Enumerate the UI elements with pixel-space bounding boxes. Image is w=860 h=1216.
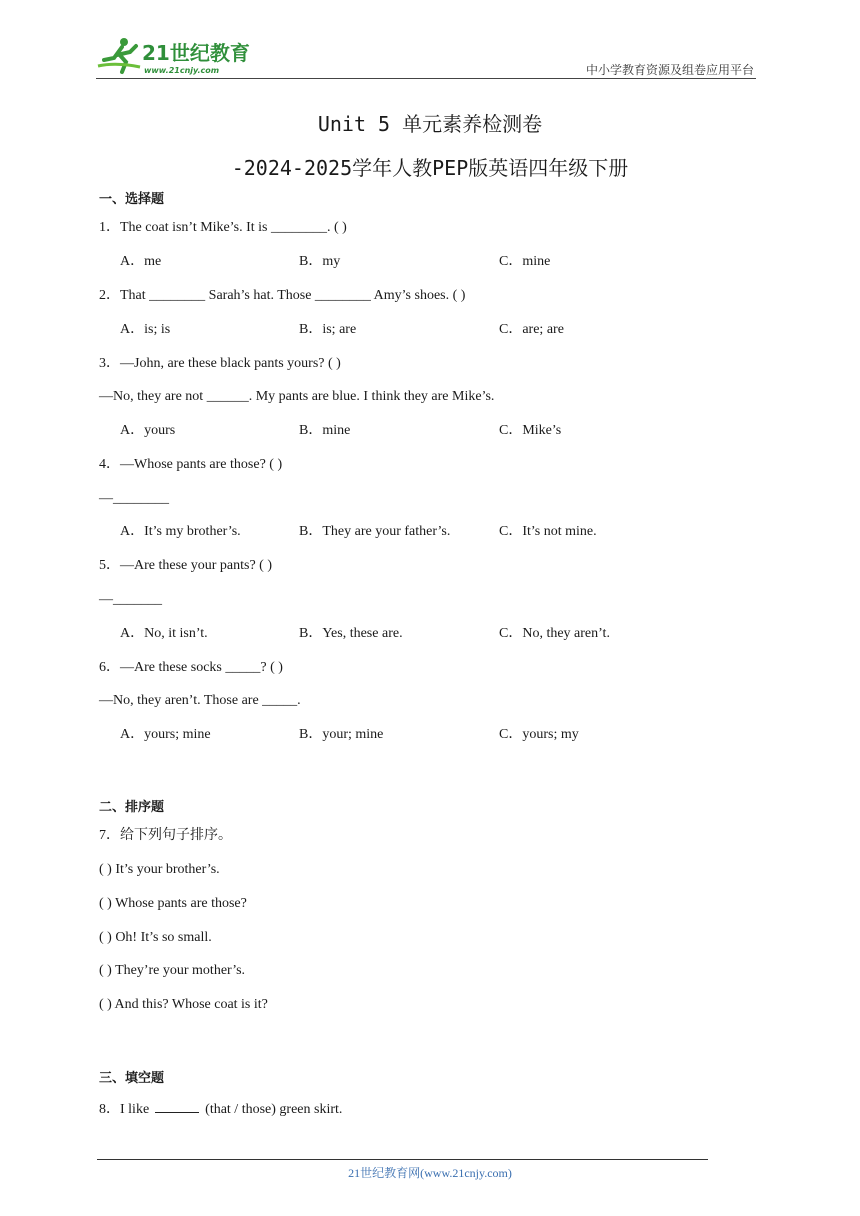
- footer-text: 21世纪教育网(www.21cnjy.com): [348, 1166, 512, 1180]
- section-heading-ordering: 二、排序题: [99, 800, 165, 815]
- question-5-line2: —_______: [99, 592, 162, 607]
- header-platform-text: 中小学教育资源及组卷应用平台: [585, 63, 754, 77]
- question-8-blank: [155, 1098, 199, 1113]
- question-5-option-a: A．No, it isn’t.: [120, 626, 208, 641]
- question-3-line2: —No, they are not ______. My pants are blue. I think they are Mike’s.: [99, 389, 495, 404]
- question-8-line: [99, 1098, 342, 1119]
- question-4-stem: 4．—Whose pants are those? ( ): [99, 457, 283, 472]
- question-4-line2: —________: [99, 491, 169, 506]
- svg-text:www.21cnjy.com: www.21cnjy.com: [144, 66, 220, 75]
- footer-divider: [97, 1159, 708, 1160]
- question-3-option-c: C．Mike’s: [499, 423, 562, 438]
- question-1-option-a: A．me: [120, 254, 162, 269]
- question-3-option-a: A．yours: [120, 423, 176, 438]
- question-7-stem: 7．给下列句子排序。: [99, 828, 232, 843]
- question-6-option-b: B．your; mine: [299, 727, 384, 742]
- page-header: [96, 34, 756, 78]
- svg-text:21世纪教育: 21世纪教育: [142, 41, 250, 65]
- question-5-stem: 5．—Are these your pants? ( ): [99, 558, 273, 573]
- question-6-stem: 6．—Are these socks _____? ( ): [99, 660, 283, 675]
- ordering-item: ( ) It’s your brother’s.: [99, 862, 220, 877]
- question-4-option-c: C．It’s not mine.: [499, 524, 597, 539]
- question-6-option-a: A．yours; mine: [120, 727, 211, 742]
- question-5-option-b: B．Yes, these are.: [299, 626, 403, 641]
- question-2-option-a: A．is; is: [120, 322, 171, 337]
- page-title: Unit 5 单元素养检测卷: [317, 112, 543, 136]
- question-3-stem: 3．—John, are these black pants yours? ( ): [99, 356, 341, 371]
- ordering-item: ( ) And this? Whose coat is it?: [99, 997, 268, 1012]
- question-6-line2: —No, they aren’t. Those are _____.: [99, 693, 301, 708]
- question-4-option-b: B．They are your father’s.: [299, 524, 451, 539]
- ordering-item: ( ) They’re your mother’s.: [99, 963, 246, 978]
- ordering-item: ( ) Oh! It’s so small.: [99, 930, 212, 945]
- logo-icon: [96, 36, 256, 76]
- question-8-post: (that / those) green skirt.: [205, 1102, 343, 1117]
- page-subtitle: -2024-2025学年人教PEP版英语四年级下册: [231, 156, 629, 180]
- header-divider: [96, 78, 756, 79]
- ordering-item: ( ) Whose pants are those?: [99, 896, 247, 911]
- question-1-stem: 1．The coat isn’t Mike’s. It is ________. ( ): [99, 220, 347, 235]
- section-heading-fill: 三、填空题: [99, 1071, 165, 1086]
- section-heading-choice: 一、选择题: [99, 192, 165, 207]
- question-1-option-c: C．mine: [499, 254, 551, 269]
- question-4-option-a: A．It’s my brother’s.: [120, 524, 241, 539]
- question-6-option-c: C．yours; my: [499, 727, 579, 742]
- question-2-stem: 2．That ________ Sarah’s hat. Those ________ Amy’s shoes. ( ): [99, 288, 466, 303]
- question-2-option-c: C．are; are: [499, 322, 564, 337]
- question-3-option-b: B．mine: [299, 423, 351, 438]
- question-2-option-b: B．is; are: [299, 322, 357, 337]
- question-1-option-b: B．my: [299, 254, 341, 269]
- question-5-option-c: C．No, they aren’t.: [499, 626, 610, 641]
- question-8-pre: 8．I like: [99, 1102, 150, 1117]
